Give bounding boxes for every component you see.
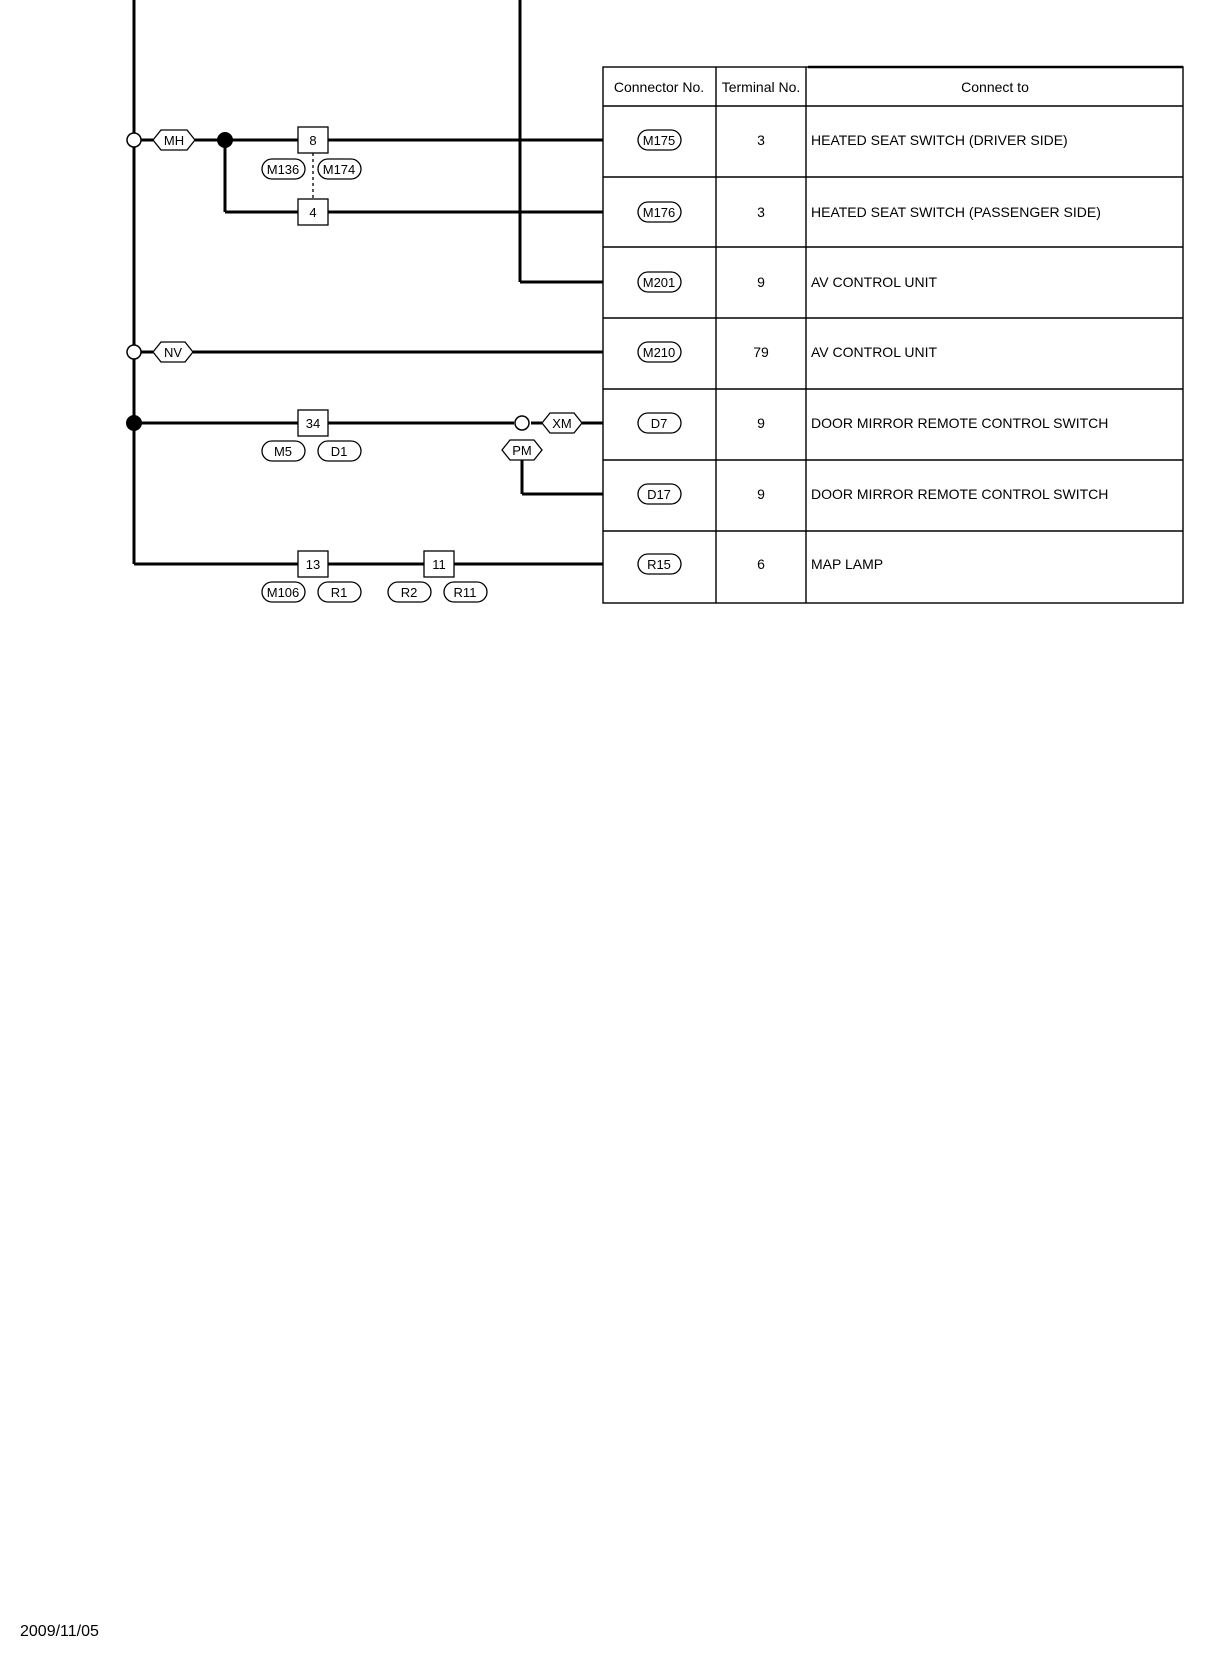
- table-row: [638, 202, 1101, 222]
- connection-table: [603, 67, 1183, 603]
- page-date: 2009/11/05: [20, 1623, 99, 1640]
- junction-11: [424, 551, 454, 577]
- junction-34-terminal: 34: [305, 416, 321, 431]
- harness-label-xm: [542, 413, 582, 433]
- row-connect-to: AV CONTROL UNIT: [811, 344, 938, 360]
- svg-text:R11: R11: [453, 585, 477, 600]
- row-connect-to: DOOR MIRROR REMOTE CONTROL SWITCH: [811, 415, 1109, 431]
- table-header-connect-to: Connect to: [961, 79, 1029, 95]
- table-row: [638, 342, 937, 362]
- junction-11-terminal: 11: [432, 557, 446, 572]
- row-connector: M176: [642, 205, 676, 220]
- harness-label-nv-text: NV: [163, 345, 183, 360]
- connector-pill-r11: [444, 582, 487, 602]
- open-splice-xm: [515, 416, 529, 430]
- row-terminal: 79: [753, 344, 769, 360]
- connector-pill-r1: [318, 582, 361, 602]
- table-row: [638, 272, 937, 292]
- row-connector: D7: [650, 416, 668, 431]
- table-row: [638, 130, 1068, 150]
- junction-8: [298, 127, 328, 153]
- row-connect-to: HEATED SEAT SWITCH (PASSENGER SIDE): [811, 204, 1101, 220]
- harness-label-pm: [502, 440, 542, 460]
- connector-pill-m5: [262, 441, 305, 461]
- connector-pill-m174: [318, 159, 361, 179]
- connector-pill-m136: [262, 159, 305, 179]
- svg-text:R2: R2: [400, 585, 418, 600]
- junction-8-terminal: 8: [309, 133, 317, 148]
- row-terminal: 3: [757, 132, 765, 148]
- connector-pill-m106: [262, 582, 305, 602]
- harness-label-mh-text: MH: [163, 133, 185, 148]
- row-terminal: 6: [757, 556, 765, 572]
- row-terminal: 9: [757, 415, 765, 431]
- harness-label-xm-text: XM: [552, 416, 572, 431]
- connector-pill-d1: [318, 441, 361, 461]
- harness-label-pm-text: PM: [512, 443, 532, 458]
- svg-text:M106: M106: [266, 585, 300, 600]
- svg-text:M5: M5: [273, 444, 293, 459]
- solid-splice-34: [126, 415, 142, 431]
- junction-13-terminal: 13: [305, 557, 321, 572]
- svg-text:D1: D1: [330, 444, 348, 459]
- svg-text:R1: R1: [330, 585, 348, 600]
- solid-splice-mh: [217, 132, 233, 148]
- table-row: [638, 484, 1108, 504]
- svg-text:M174: M174: [322, 162, 356, 177]
- svg-text:M136: M136: [266, 162, 300, 177]
- junction-34: [298, 410, 328, 436]
- harness-label-nv: [153, 342, 193, 362]
- row-terminal: 9: [757, 274, 765, 290]
- table-row: [638, 554, 883, 574]
- row-connect-to: HEATED SEAT SWITCH (DRIVER SIDE): [811, 132, 1068, 148]
- row-connector: M175: [642, 133, 676, 148]
- row-connect-to: AV CONTROL UNIT: [811, 274, 938, 290]
- junction-4: [298, 199, 328, 225]
- junction-4-terminal: 4: [309, 205, 317, 220]
- junction-13: [298, 551, 328, 577]
- row-connector: D17: [647, 487, 671, 502]
- row-connector: M210: [642, 345, 676, 360]
- table-row: [638, 413, 1108, 433]
- row-connect-to: MAP LAMP: [811, 556, 884, 572]
- table-header-connector: Connector No.: [613, 79, 705, 95]
- open-splice-nv: [127, 345, 141, 359]
- row-connector: M201: [642, 275, 676, 290]
- table-header-terminal: Terminal No.: [721, 79, 801, 95]
- open-splice-mh: [127, 133, 141, 147]
- row-connect-to: DOOR MIRROR REMOTE CONTROL SWITCH: [811, 486, 1109, 502]
- row-terminal: 3: [757, 204, 765, 220]
- row-connector: R15: [647, 557, 671, 572]
- harness-label-mh: [153, 130, 195, 150]
- connector-pill-r2: [388, 582, 431, 602]
- row-terminal: 9: [757, 486, 765, 502]
